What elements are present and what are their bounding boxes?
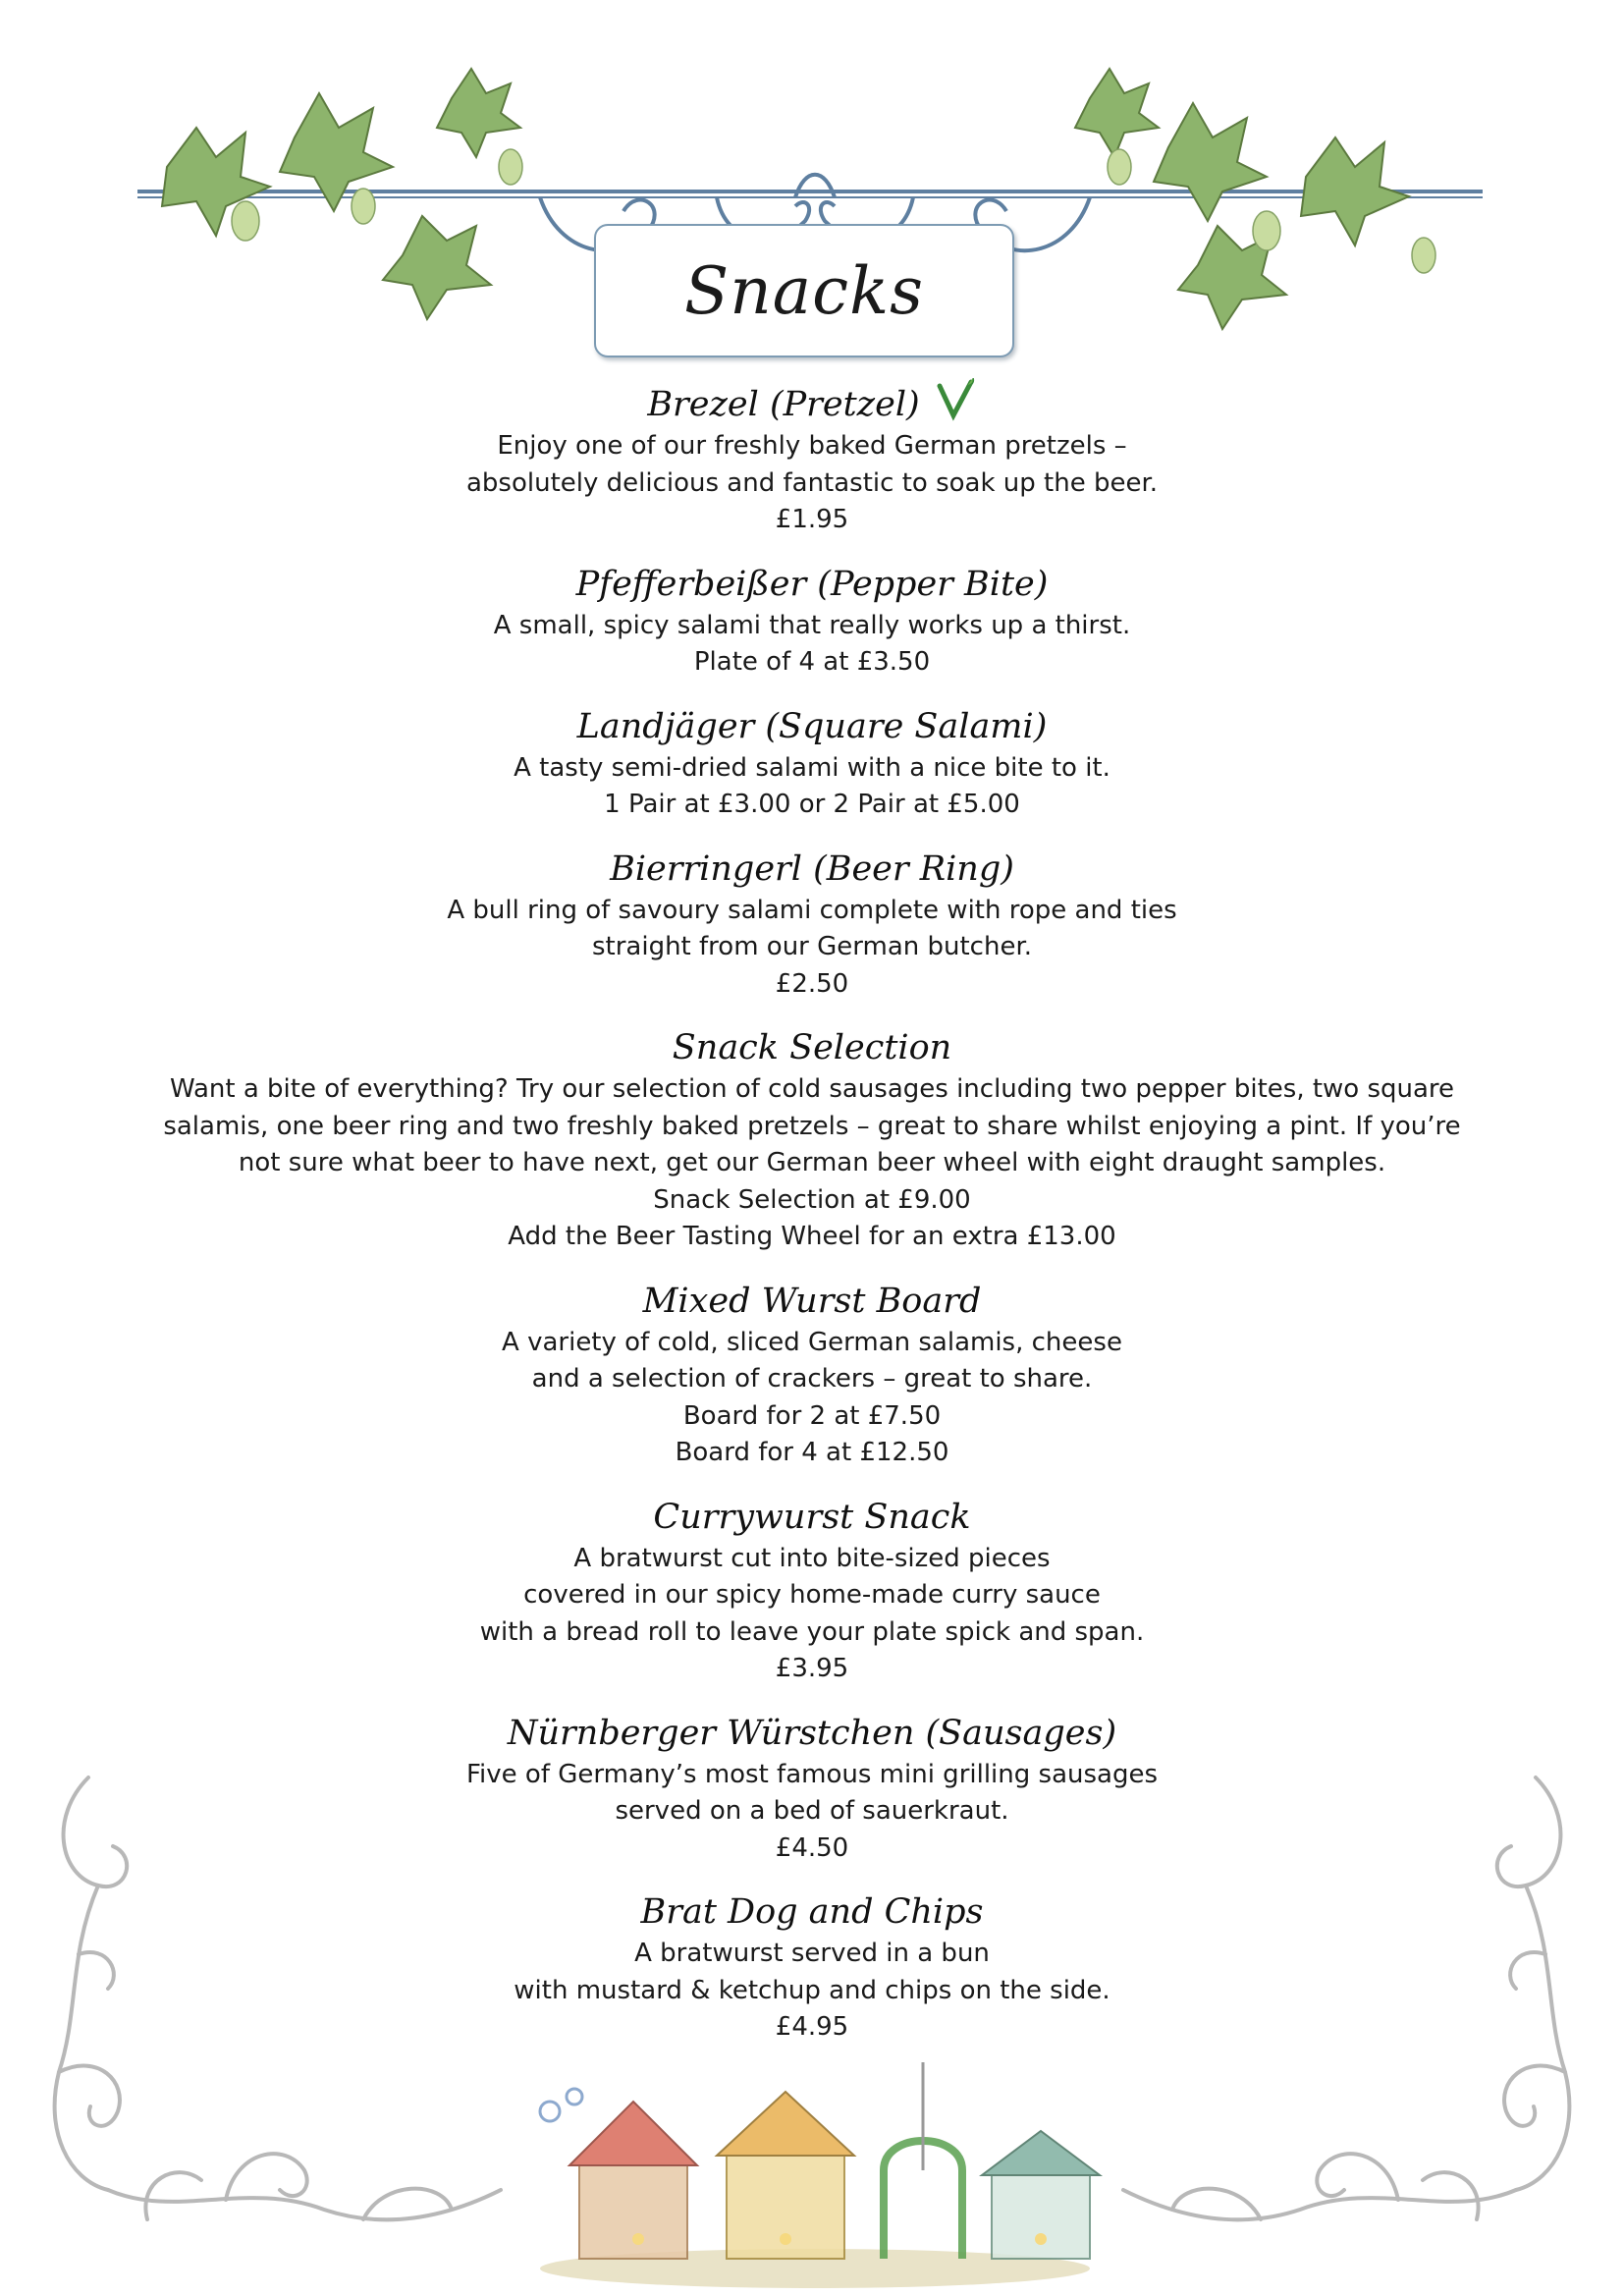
item-description-line: not sure what beer to have next, get our German beer wheel with eight draught samples. — [238, 1148, 1386, 1177]
item-price: 1 Pair at £3.00 or 2 Pair at £5.00 — [604, 790, 1020, 819]
menu-item-mixed-wurst-board — [147, 1278, 1477, 1472]
item-name: Bierringerl (Beer Ring) — [610, 848, 1014, 889]
right-scroll-ornament — [1084, 1758, 1595, 2269]
menu-item-snack-selection — [147, 1024, 1477, 1256]
item-price: Add the Beer Tasting Wheel for an extra £13.00 — [508, 1222, 1116, 1251]
beer-fair-illustration — [520, 2043, 1110, 2288]
item-name: Currywurst Snack — [653, 1497, 971, 1537]
item-price: £4.95 — [775, 2012, 849, 2042]
item-price: £4.50 — [775, 1832, 849, 1863]
left-scroll-ornament — [29, 1758, 540, 2269]
item-price: £1.95 — [775, 505, 849, 534]
item-description-line: absolutely delicious and fantastic to soak up the beer. — [465, 467, 1159, 498]
item-description-line: Five of Germany’s most famous mini grilling sausages — [465, 1759, 1159, 1789]
item-price: Board for 2 at £7.50 — [682, 1400, 942, 1431]
menu-item-brezel — [147, 378, 1477, 539]
item-description-line: A variety of cold, sliced German salamis, cheese — [502, 1327, 1122, 1357]
item-name: Pfefferbeißer (Pepper Bite) — [575, 564, 1049, 604]
item-description-line: A small, spicy salami that really works up a thirst. — [493, 610, 1131, 640]
item-description-line: Enjoy one of our freshly baked German pretzels – — [497, 431, 1127, 461]
item-name: Mixed Wurst Board — [642, 1281, 982, 1321]
item-description-line: Want a bite of everything? Try our selection of cold sausages including two pepper bites, two square — [169, 1074, 1455, 1104]
item-description-line: A bull ring of savoury salami complete with rope and ties — [447, 895, 1177, 925]
item-description-line: A tasty semi-dried salami with a nice bite to it. — [514, 752, 1110, 783]
item-name: Brat Dog and Chips — [640, 1892, 984, 1932]
item-name: Landjäger (Square Salami) — [576, 706, 1048, 746]
item-description-line: straight from our German butcher. — [591, 932, 1033, 961]
title-box — [594, 224, 1014, 357]
item-name: Nürnberger Würstchen (Sausages) — [507, 1713, 1117, 1753]
item-description-line: A bratwurst served in a bun — [634, 1939, 990, 1968]
item-price: Plate of 4 at £3.50 — [693, 647, 931, 677]
menu-item-currywurst-snack — [147, 1494, 1477, 1688]
menu-item-pfefferbeisser — [147, 561, 1477, 682]
item-description-line: salamis, one beer ring and two freshly baked pretzels – great to share whilst enjoying a pint. If you’re — [163, 1111, 1461, 1141]
page-title: Snacks — [684, 252, 924, 329]
item-price: £3.95 — [775, 1654, 849, 1683]
menu-item-bierringerl — [147, 846, 1477, 1004]
item-description-line: A bratwurst cut into bite-sized pieces — [573, 1543, 1051, 1573]
menu-item-landjaeger — [147, 703, 1477, 824]
vegetarian-v-icon — [934, 378, 977, 421]
item-description-line: served on a bed of sauerkraut. — [615, 1796, 1009, 1826]
item-name: Snack Selection — [672, 1028, 952, 1067]
item-description-line: with a bread roll to leave your plate spick and span. — [479, 1616, 1145, 1647]
item-price: Board for 4 at £12.50 — [675, 1438, 949, 1467]
item-name: Brezel (Pretzel) — [147, 378, 1477, 428]
item-price: Snack Selection at £9.00 — [653, 1184, 971, 1215]
item-price: £2.50 — [775, 968, 849, 999]
item-description-line: covered in our spicy home-made curry sauce — [523, 1580, 1101, 1610]
item-description-line: with mustard & ketchup and chips on the side. — [514, 1975, 1110, 2005]
item-description-line: and a selection of crackers – great to share. — [531, 1364, 1093, 1394]
